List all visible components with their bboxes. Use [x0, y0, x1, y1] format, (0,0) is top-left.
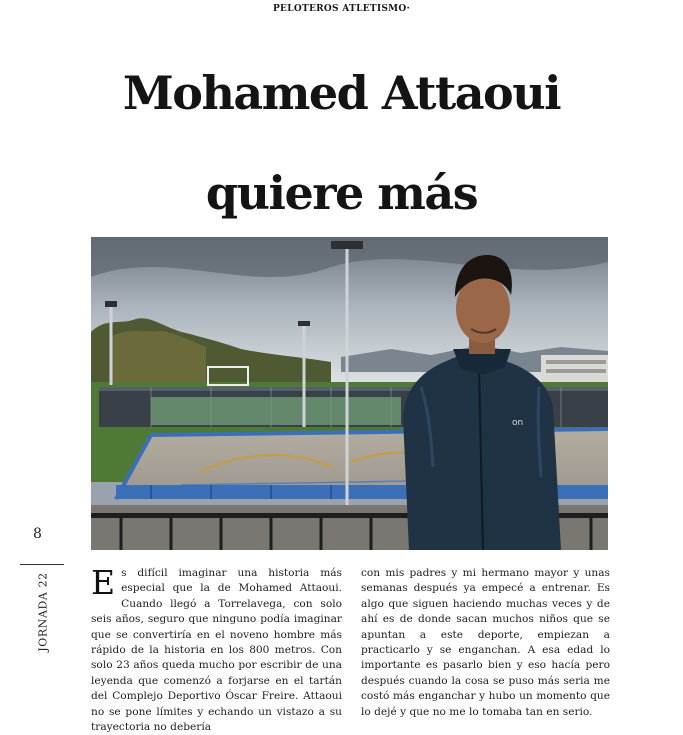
page-number: 8: [33, 526, 42, 542]
article-text-col2: con mis padres y mi hermano mayor y unas semanas después ya empecé a entrenar. Es algo que siguen haciendo muchas veces y de ahí es de donde sacan muchos niños que se apuntan a este deporte, empiezan a practicarlo y se enganchan. A esa edad lo importante es pasarlo bien y eso hacía pero después cuando la cosa se puso más seria me costó más enganchar y hubo un momento que lo dejé y que no me lo tomaba tan en serio.: [361, 567, 610, 718]
drop-cap: E: [91, 563, 116, 602]
section-tag: PELOTEROS ATLETISMO·: [272, 4, 411, 14]
article-photo: [91, 237, 608, 550]
jacket-logo: on: [512, 418, 524, 428]
article-column-1: [91, 563, 342, 735]
article-column-2: [361, 566, 610, 720]
article-text-col1: s difícil imaginar una historia más especial que la de Mohamed Attaoui. Cuando llegó a Torrelavega, con solo seis años, seguro que ninguno podía imaginar que se convertiría en el noveno hombre más rápido de la historia en los 800 metros. Con solo 23 años queda mucho por escribir de una leyenda que comenzó a forjarse en el tartán del Complejo Deportivo Óscar Freire. Attaoui no se pone límites y echando un vistazo a su trayectoria no debería: [91, 567, 342, 734]
headline-line-2: quiere más: [205, 166, 478, 220]
headline-line-1: Mohamed Attaoui: [122, 66, 561, 120]
issue-label: JORNADA 22: [36, 572, 50, 652]
page-number-rule: [20, 564, 64, 565]
